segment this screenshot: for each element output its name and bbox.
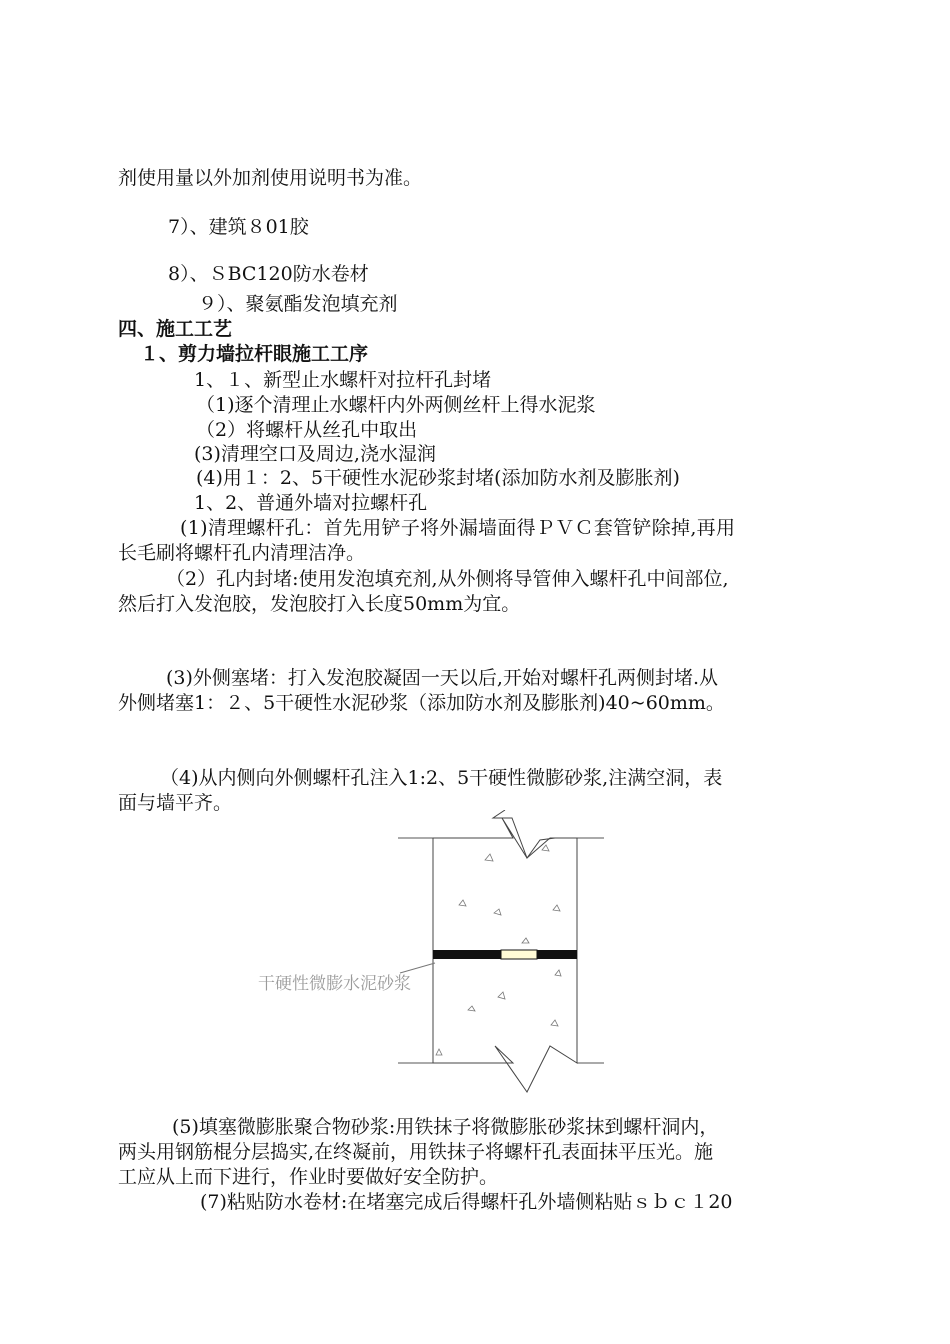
list-item: 7）、建筑８01胶: [168, 216, 309, 238]
paragraph-line: (5)填塞微膨胀聚合物砂浆:用铁抹子将微膨胀砂浆抹到螺杆洞内，: [172, 1116, 719, 1138]
paragraph-line: （2）孔内封堵:使用发泡填充剂,从外侧将导管伸入螺杆孔中间部位,: [166, 568, 729, 590]
step-heading: 1、１、新型止水螺杆对拉杆孔封堵: [194, 369, 492, 391]
step-item: （1)逐个清理止水螺杆内外两侧丝杆上得水泥浆: [196, 394, 596, 416]
step-item: (4)用１：2、5干硬性水泥砂浆封堵(添加防水剂及膨胀剂): [196, 467, 680, 489]
paragraph-line: 面与墙平齐。: [118, 792, 233, 814]
paragraph-line: 长毛刷将螺杆孔内清理洁净。: [118, 542, 366, 564]
section-heading: 四、施工工艺: [118, 318, 233, 340]
bolt-plug-left: [433, 950, 501, 959]
paragraph-line: (7)粘贴防水卷材:在堵塞完成后得螺杆孔外墙侧粘贴ｓｂｃ１20: [200, 1191, 733, 1213]
paragraph-line: 然后打入发泡胶，发泡胶打入长度50mm为宜。: [118, 593, 521, 615]
wall-break-top: [433, 818, 577, 858]
step-item: (3)清理空口及周边,浇水湿润: [194, 443, 436, 465]
diagram-label: 干硬性微膨水泥砂浆: [258, 974, 411, 994]
paragraph-line: 外侧堵塞1：２、5干硬性水泥砂浆（添加防水剂及膨胀剂)40~60mm。: [118, 692, 725, 714]
step-heading: 1、2、普通外墙对拉螺杆孔: [194, 492, 428, 514]
subsection-heading: １、剪力墙拉杆眼施工工序: [140, 343, 369, 365]
paragraph-line: 两头用钢筋棍分层捣实,在终凝前，用铁抹子将螺杆孔表面抹平压光。施: [118, 1141, 714, 1163]
step-item: （2）将螺杆从丝孔中取出: [196, 419, 418, 441]
paragraph-line: 剂使用量以外加剂使用说明书为准。: [118, 167, 423, 189]
bolt-plug-foam: [501, 950, 537, 959]
paragraph-line: 工应从上而下进行，作业时要做好安全防护。: [118, 1166, 499, 1188]
bolt-plug-right: [537, 950, 577, 959]
paragraph-line: （4)从内侧向外侧螺杆孔注入1:2、5干硬性微膨砂浆,注满空洞，表: [160, 767, 723, 789]
label-leader-line: [400, 963, 435, 973]
paragraph-line: (3)外侧塞堵：打入发泡胶凝固一天以后,开始对螺杆孔两侧封堵.从: [166, 667, 718, 689]
list-item: ９）、聚氨酯发泡填充剂: [198, 293, 398, 315]
list-item: 8）、ＳBC120防水卷材: [168, 263, 369, 285]
bolt-hole-diagram: [250, 810, 610, 1100]
paragraph-line: (1)清理螺杆孔：首先用铲子将外漏墙面得ＰＶＣ套管铲除掉,再用: [180, 517, 736, 539]
